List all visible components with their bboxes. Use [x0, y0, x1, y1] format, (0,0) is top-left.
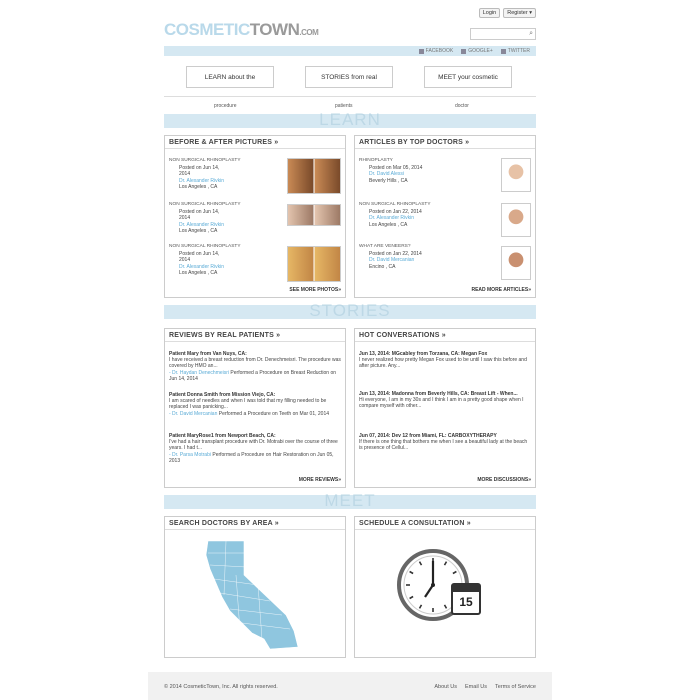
copyright: © 2014 CosmeticTown, Inc. All rights reserved. [164, 684, 278, 690]
article-item[interactable]: RHINOPLASTY Posted on Mar 05, 2014 Dr. David Alessi Beverly Hills , CA [359, 158, 423, 184]
logo[interactable]: COSMETICTOWN.COM [164, 20, 319, 39]
calendar-header [453, 585, 479, 592]
conversation-item[interactable]: Jun 13, 2014: MGcabley from Torzana, CA: Megan Fox I never realized how pretty Megan Fox used to be until I saw this before and after picture. Any... [359, 351, 527, 370]
stories-section-header: STORIES [164, 305, 536, 319]
review-item[interactable]: Patient Mary from Van Nuys, CA: I have received a breast reduction from Dr. Denechmeisri. The procedure was covered by HMO an... - Dr. Haydan Denechmeisri Performed a Procedure on Breast Reduction on Jun 14, 2014 [169, 351, 341, 382]
doctor-avatar[interactable] [501, 203, 531, 237]
header [164, 6, 536, 44]
search-icon[interactable]: ⌕ [529, 30, 533, 37]
before-after-title[interactable]: BEFORE & AFTER PICTURES » [165, 136, 345, 149]
facebook-link[interactable]: FACEBOOK [419, 48, 454, 54]
divider [164, 96, 536, 97]
search-input[interactable] [470, 28, 536, 40]
calendar-icon[interactable] [451, 583, 481, 615]
article-item[interactable]: NON SURGICAL RHINOPLASTY Posted on Jan 22, 2014 Dr. Alexander Rivkin Los Angeles , CA [359, 202, 431, 228]
tab-stories-sub: patients [335, 103, 353, 109]
articles-title[interactable]: ARTICLES BY TOP DOCTORS » [355, 136, 535, 149]
before-after-item[interactable]: NON SURGICAL RHINOPLASTY Posted on Jun 14, 2014 Dr. Alexander Rivkin Los Angeles , CA [169, 158, 241, 190]
conversation-item[interactable]: Jun 07, 2014: Dev 12 from Miami, FL: CARBOXYTHERAPY If there is one thing that bothers me when I see a beautiful lady at the beach is presence of Cellul... [359, 433, 528, 452]
google-link[interactable]: GOOGLE+ [461, 48, 493, 54]
email-us-link[interactable]: Email Us [465, 684, 488, 690]
tab-meet[interactable]: MEET your cosmetic [424, 66, 512, 88]
calendar-day: 15 [459, 595, 473, 609]
hot-conversations-title[interactable]: HOT CONVERSATIONS » [355, 329, 535, 342]
review-item[interactable]: Patient Donna Smith from Mission Viejo, CA: I am scared of needles and when I was told that my filling needed to be replaced I was panicking... - Dr. David Mercanian Performed a Procedure on Teeth on Mar 01, 2014 [169, 392, 330, 417]
before-after-panel [164, 135, 346, 298]
tab-meet-sub: doctor [455, 103, 469, 109]
schedule-title[interactable]: SCHEDULE A CONSULTATION » [355, 517, 535, 530]
social-bar [164, 46, 536, 56]
twitter-link[interactable]: TWITTER [501, 48, 530, 54]
tab-learn[interactable]: LEARN about the [186, 66, 274, 88]
auth-buttons [479, 8, 536, 18]
learn-section-header: LEARN [164, 114, 536, 128]
see-more-photos-link[interactable]: SEE MORE PHOTOS» [289, 287, 341, 293]
tab-stories[interactable]: STORIES from real [305, 66, 393, 88]
before-after-item[interactable]: NON SURGICAL RHINOPLASTY Posted on Jun 14, 2014 Dr. Alexander Rivkin Los Angeles , CA [169, 244, 241, 276]
before-after-thumbnail[interactable] [287, 246, 341, 282]
reviews-panel [164, 328, 346, 488]
register-button[interactable]: Register ▾ [503, 8, 536, 18]
footer [148, 672, 552, 700]
review-item[interactable]: Patient MaryRose1 from Newport Beach, CA: I've had a hair transplant procedure with Dr. Motrabi over the course of three years. I had t... - Dr. Parsa Motrabi Performed a Procedure on Hair Restoration on Jun 05, 2013 [169, 433, 338, 464]
more-reviews-link[interactable]: MORE REVIEWS» [298, 477, 341, 483]
hot-conversations-panel [354, 328, 536, 488]
tab-learn-sub: procedure [214, 103, 237, 109]
doctor-avatar[interactable] [501, 246, 531, 280]
before-after-item[interactable]: NON SURGICAL RHINOPLASTY Posted on Jun 14, 2014 Dr. Alexander Rivkin Los Angeles , CA [169, 202, 241, 234]
more-discussions-link[interactable]: MORE DISCUSSIONS» [477, 477, 531, 483]
login-button[interactable]: Login [479, 8, 500, 18]
article-item[interactable]: WHAT ARE VENEERS? Posted on Jan 22, 2014 Dr. David Mercanian Encino , CA [359, 244, 422, 270]
before-after-thumbnail[interactable] [287, 204, 341, 226]
search-doctors-title[interactable]: SEARCH DOCTORS BY AREA » [165, 517, 345, 530]
footer-links [434, 684, 536, 690]
schedule-panel [354, 516, 536, 658]
conversation-item[interactable]: Jun 13, 2014: Madonna from Beverly Hills, CA: Breast Lift - When... Hi everyone, I am in my 30s and I think I am in a pretty good shape when I compare myself with other... [359, 391, 524, 410]
search-doctors-panel [164, 516, 346, 658]
terms-link[interactable]: Terms of Service [495, 684, 536, 690]
california-map[interactable] [166, 535, 346, 655]
google-icon [461, 49, 466, 54]
facebook-icon [419, 49, 424, 54]
about-us-link[interactable]: About Us [434, 684, 458, 690]
reviews-title[interactable]: REVIEWS BY REAL PATIENTS » [165, 329, 345, 342]
read-more-articles-link[interactable]: READ MORE ARTICLES» [471, 287, 531, 293]
page [148, 0, 552, 700]
meet-section-header: MEET [164, 495, 536, 509]
doctor-avatar[interactable] [501, 158, 531, 192]
before-after-thumbnail[interactable] [287, 158, 341, 194]
articles-panel [354, 135, 536, 298]
twitter-icon [501, 49, 506, 54]
